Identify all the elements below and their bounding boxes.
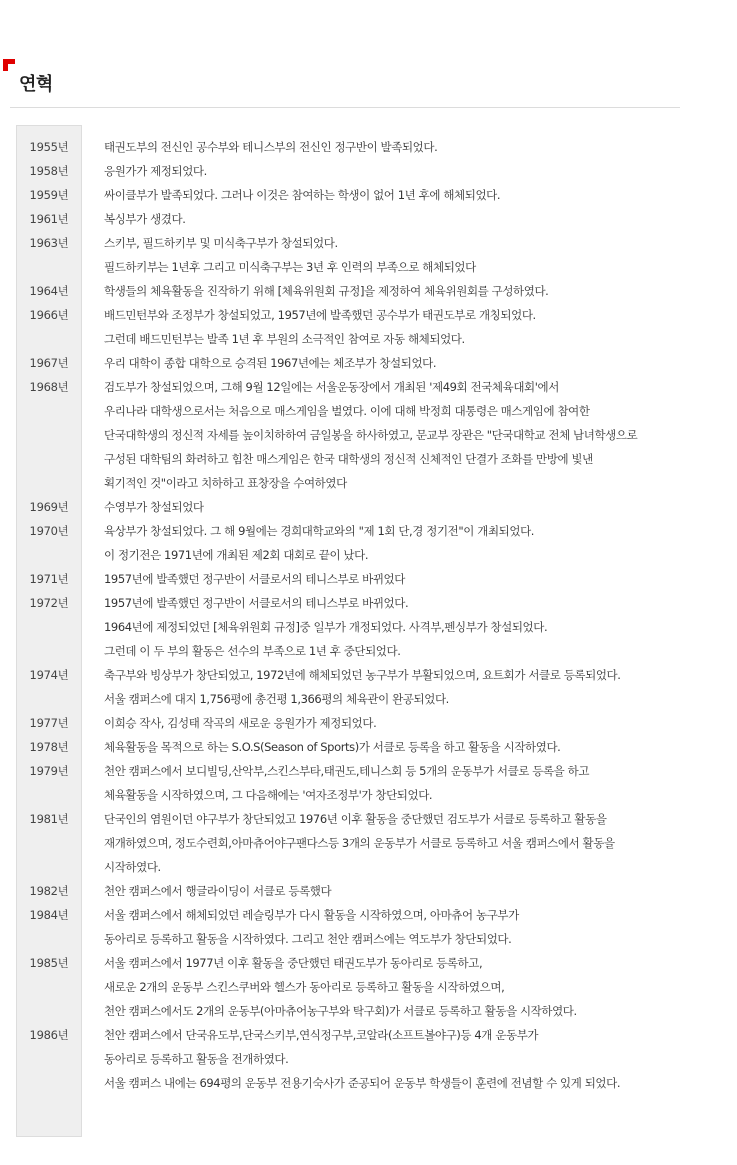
entry-description — [104, 183, 731, 207]
entry-year: 1974년 — [29, 668, 69, 682]
entry-line: 동아리로 등록하고 활동을 전개하였다. — [104, 1052, 289, 1066]
entry-line: 천안 캠퍼스에서도 2개의 운동부(아마츄어농구부와 탁구회)가 서클로 등록하고 활동을 시작하였다. — [104, 1004, 577, 1018]
entry-year: 1959년 — [29, 188, 69, 202]
entry-line: 천안 캠퍼스에서 행글라이딩이 서클로 등록했다 — [104, 884, 332, 898]
entry-description — [104, 495, 731, 519]
history-entry — [16, 495, 731, 519]
entry-description — [104, 591, 731, 663]
entry-description — [104, 303, 731, 351]
entry-line: 1964년에 제정되었던 [체육위원회 규정]중 일부가 개정되었다. 사격부,펜싱부가 창설되었다. — [104, 620, 548, 634]
entry-line: 시작하였다. — [104, 860, 161, 874]
history-entry — [16, 711, 731, 735]
entry-line: 필드하키부는 1년후 그리고 미식축구부는 3년 후 인력의 부족으로 해체되었다 — [104, 260, 476, 274]
entry-line: 서울 캠퍼스에서 1977년 이후 활동을 중단했던 태권도부가 동아리로 등록하고, — [104, 956, 483, 970]
entry-year: 1977년 — [29, 716, 69, 730]
entry-line: 서울 캠퍼스에 대지 1,756평에 총건평 1,366평의 체육관이 완공되었다. — [104, 692, 449, 706]
history-entry — [16, 303, 731, 351]
entry-year: 1985년 — [29, 956, 69, 970]
entry-year: 1979년 — [29, 764, 69, 778]
entry-year: 1964년 — [29, 284, 69, 298]
entry-year: 1978년 — [29, 740, 69, 754]
entry-year: 1986년 — [29, 1028, 69, 1042]
title-divider — [10, 107, 680, 108]
entry-description — [104, 711, 731, 735]
entry-line: 서울 캠퍼스에서 해체되었던 레슬링부가 다시 활동을 시작하였으며, 아마츄어 농구부가 — [104, 908, 519, 922]
entry-year: 1955년 — [29, 140, 69, 154]
entry-line: 수영부가 창설되었다 — [104, 500, 204, 514]
history-entry — [16, 519, 731, 567]
entry-line: 스키부, 필드하키부 및 미식축구부가 창설되었다. — [104, 236, 338, 250]
entry-description — [104, 375, 731, 495]
entry-line: 체육활동을 목적으로 하는 S.O.S(Season of Sports)가 서클로 등록을 하고 활동을 시작하였다. — [104, 740, 561, 754]
entry-description — [104, 903, 731, 951]
entry-line: 이희승 작사, 김성태 작곡의 새로운 응원가가 제정되었다. — [104, 716, 377, 730]
entry-line: 복싱부가 생겼다. — [104, 212, 186, 226]
entry-year: 1958년 — [29, 164, 69, 178]
entry-description — [104, 519, 731, 567]
entry-line: 동아리로 등록하고 활동을 시작하였다. 그리고 천안 캠퍼스에는 역도부가 창단되었다. — [104, 932, 512, 946]
entry-line: 새로운 2개의 운동부 스킨스쿠버와 헬스가 동아리로 등록하고 활동을 시작하였으며, — [104, 980, 505, 994]
entry-description — [104, 663, 731, 711]
entry-line: 단국대학생의 정신적 자세를 높이치하하여 금일봉을 하사하였고, 문교부 장관은 "단국대학교 전체 남녀학생으로 — [104, 428, 638, 442]
entry-year: 1984년 — [29, 908, 69, 922]
entry-description — [104, 567, 731, 591]
entry-description — [104, 1023, 731, 1095]
entry-description — [104, 759, 731, 807]
entry-line: 구성된 대학팀의 화려하고 힘찬 매스게임은 한국 대학생의 정신적 신체적인 단결가 조화를 만방에 빛낸 — [104, 452, 593, 466]
history-entry — [16, 735, 731, 759]
entry-line: 획기적인 것"이라고 치하하고 표창장을 수여하였다 — [104, 476, 347, 490]
history-entry — [16, 879, 731, 903]
entry-description — [104, 207, 731, 231]
entry-year: 1967년 — [29, 356, 69, 370]
history-entry — [16, 231, 731, 279]
entry-description — [104, 735, 731, 759]
entry-line: 그런데 이 두 부의 활동은 선수의 부족으로 1년 후 중단되었다. — [104, 644, 401, 658]
entry-line: 우리 대학이 종합 대학으로 승격된 1967년에는 체조부가 창설되었다. — [104, 356, 437, 370]
entry-line: 1957년에 발족했던 정구반이 서클로서의 테니스부로 바뀌었다 — [104, 572, 405, 586]
entry-year: 1971년 — [29, 572, 69, 586]
history-entry — [16, 159, 731, 183]
entry-description — [104, 351, 731, 375]
entry-line: 단국인의 염원이던 야구부가 창단되었고 1976년 이후 활동을 중단했던 검도부가 서클로 등록하고 활동을 — [104, 812, 607, 826]
entry-description — [104, 879, 731, 903]
history-entry — [16, 351, 731, 375]
entry-year: 1982년 — [29, 884, 69, 898]
entry-line: 1957년에 발족했던 정구반이 서클로서의 테니스부로 바뀌었다. — [104, 596, 409, 610]
entry-year: 1966년 — [29, 308, 69, 322]
history-entry — [16, 759, 731, 807]
history-entry — [16, 1023, 731, 1095]
entry-line: 그런데 배드민턴부는 발족 1년 후 부원의 소극적인 참여로 자동 해체되었다. — [104, 332, 465, 346]
history-entry — [16, 567, 731, 591]
entry-line: 재개하였으며, 정도수련회,아마츄어야구팬다스등 3개의 운동부가 서클로 등록하고 서울 캠퍼스에서 활동을 — [104, 836, 615, 850]
history-entry — [16, 807, 731, 879]
entry-year: 1963년 — [29, 236, 69, 250]
entry-year: 1970년 — [29, 524, 69, 538]
entry-description — [104, 951, 731, 1023]
history-entry — [16, 663, 731, 711]
entry-line: 체육활동을 시작하였으며, 그 다음해에는 '여자조정부'가 창단되었다. — [104, 788, 433, 802]
entry-line: 검도부가 창설되었으며, 그해 9월 12일에는 서울운동장에서 개최된 '제49회 전국체육대회'에서 — [104, 380, 559, 394]
history-entry — [16, 183, 731, 207]
entry-line: 천안 캠퍼스에서 보디빌딩,산악부,스킨스부타,태권도,테니스회 등 5개의 운동부가 서클로 등록을 하고 — [104, 764, 590, 778]
history-list — [16, 135, 731, 1095]
entry-description — [104, 135, 731, 159]
entry-description — [104, 279, 731, 303]
history-entry — [16, 903, 731, 951]
entry-year: 1968년 — [29, 380, 69, 394]
entry-year: 1981년 — [29, 812, 69, 826]
history-entry — [16, 375, 731, 495]
entry-line: 태권도부의 전신인 공수부와 테니스부의 전신인 정구반이 발족되었다. — [104, 140, 438, 154]
entry-description — [104, 159, 731, 183]
entry-line: 응원가가 제정되었다. — [104, 164, 207, 178]
history-entry — [16, 207, 731, 231]
entry-line: 축구부와 빙상부가 창단되었고, 1972년에 해체되었던 농구부가 부활되었으며, 요트회가 서클로 등록되었다. — [104, 668, 621, 682]
history-entry — [16, 951, 731, 1023]
entry-year: 1972년 — [29, 596, 69, 610]
entry-line: 육상부가 창설되었다. 그 해 9월에는 경희대학교와의 "제 1회 단,경 정기전"이 개최되었다. — [104, 524, 535, 538]
history-entry — [16, 591, 731, 663]
entry-description — [104, 231, 731, 279]
history-entry — [16, 279, 731, 303]
history-entry — [16, 135, 731, 159]
entry-line: 배드민턴부와 조정부가 창설되었고, 1957년에 발족했던 공수부가 태권도부로 개칭되었다. — [104, 308, 536, 322]
entry-line: 서울 캠퍼스 내에는 694평의 운동부 전용기숙사가 준공되어 운동부 학생들이 훈련에 전념할 수 있게 되었다. — [104, 1076, 621, 1090]
entry-year: 1961년 — [29, 212, 69, 226]
title-corner-mark — [3, 59, 15, 71]
corner-mark-vertical — [3, 59, 8, 71]
entry-description — [104, 807, 731, 879]
page-title: 연혁 — [19, 74, 53, 95]
entry-line: 이 정기전은 1971년에 개최된 제2회 대회로 끝이 났다. — [104, 548, 369, 562]
entry-line: 학생들의 체육활동을 진작하기 위해 [체육위원회 규정]을 제정하여 체육위원회를 구성하였다. — [104, 284, 549, 298]
entry-line: 천안 캠퍼스에서 단국유도부,단국스키부,연식정구부,코알라(소프트볼야구)등 4개 운동부가 — [104, 1028, 539, 1042]
entry-line: 싸이클부가 발족되었다. 그러나 이것은 참여하는 학생이 없어 1년 후에 해체되었다. — [104, 188, 501, 202]
entry-line: 우리나라 대학생으로서는 처음으로 매스게임을 벌였다. 이에 대해 박정희 대통령은 매스게임에 참여한 — [104, 404, 590, 418]
entry-year: 1969년 — [29, 500, 69, 514]
